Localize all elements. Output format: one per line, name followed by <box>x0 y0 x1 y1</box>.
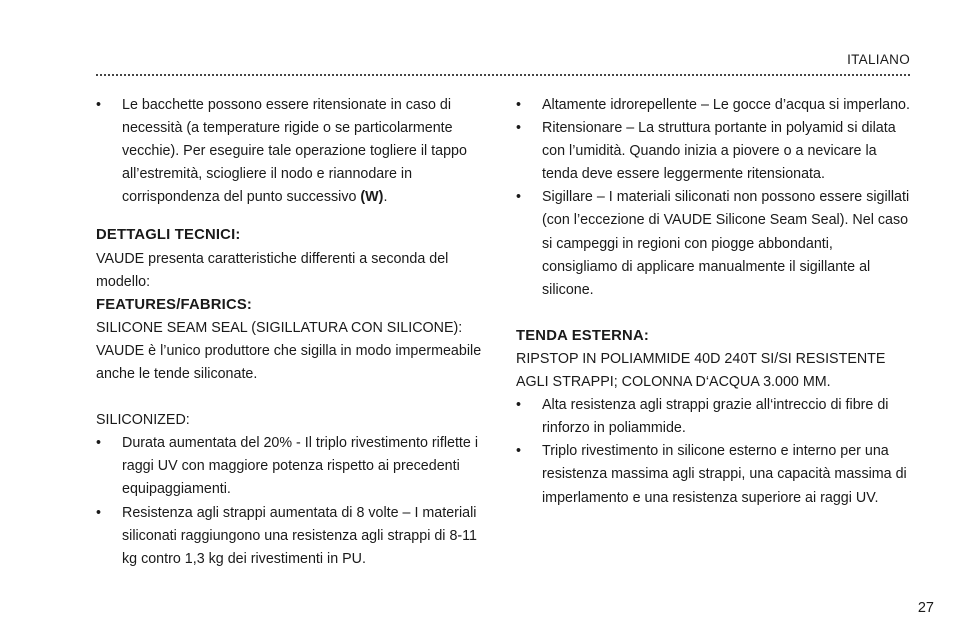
list-item: • Alta resistenza agli strappi grazie all‘intreccio di fibre di rinforzo in poliammide. <box>516 394 912 440</box>
dotted-divider <box>96 74 910 76</box>
list-item: • Triplo rivestimento in silicone esterno e interno per una resistenza massima agli strappi, una capacità massima di imperlamento e una resistenza superiore ai raggi UV. <box>516 440 912 509</box>
seam-text: VAUDE è l’unico produttore che sigilla in modo impermeabile anche le tende siliconate. <box>96 342 482 383</box>
features-heading: FEATURES/FABRICS: <box>96 296 253 313</box>
tech-heading: DETTAGLI TECNICI: <box>96 227 241 244</box>
intro-bullet-end: . <box>383 189 388 206</box>
intro-list <box>96 94 492 209</box>
tenda-subtitle: RIPSTOP IN POLIAMMIDE 40D 240T SI/SI RESISTENTE AGLI STRAPPI; COLONNA D‘ACQUA 3.000 MM. <box>516 350 886 391</box>
intro-bullet-text: Le bacchette possono essere ritensionate in caso di necessità (a temperature rigide o se particolarmente vecchie). Per eseguire tale operazione togliere il tappo all’estremità, sciogliere il nodo e riannodare in corrispondenza del punto successivo <box>122 97 467 206</box>
tenda-heading: TENDA ESTERNA: <box>516 327 649 344</box>
list-item: • Sigillare – I materiali siliconati non possono essere sigillati (con l’eccezione di VAUDE Silicone Seam Seal). Nel caso si campeggi in regioni con piogge abbondanti, consigliamo di applicare manualmente il sigillante al silicone. <box>516 186 912 301</box>
tenda-list <box>516 394 912 509</box>
page-number: 27 <box>917 600 934 616</box>
list-item: • Ritensionare – La struttura portante in polyamid si dilata con l’umidità. Quando inizia a piovere o a nevicare la tenda deve essere leggermente ritensionata. <box>516 117 912 186</box>
seam-title: SILICONE SEAM SEAL (SIGILLATURA CON SILICONE): <box>96 319 463 336</box>
siliconized-list <box>96 432 492 571</box>
list-item: • Altamente idrorepellente – Le gocce d’acqua si imperlano. <box>516 94 912 117</box>
language-label: ITALIANO <box>847 52 910 67</box>
list-item: • Resistenza agli strappi aumentata di 8 volte – I materiali siliconati raggiungono una resistenza agli strappi di 8-11 kg contro 1,3 kg dei rivestimenti in PU. <box>96 502 492 571</box>
properties-list <box>516 94 912 302</box>
left-column <box>96 94 492 571</box>
intro-bullet-bold: (W) <box>360 189 384 206</box>
list-item: • Durata aumentata del 20% - Il triplo rivestimento riflette i raggi UV con maggiore potenza rispetto ai precedenti equipaggiamenti. <box>96 432 492 501</box>
intro-bullet <box>96 94 492 209</box>
tech-text: VAUDE presenta caratteristiche differenti a seconda del modello: <box>96 250 449 290</box>
siliconized-title: SILICONIZED: <box>96 412 190 429</box>
right-column <box>516 94 912 510</box>
